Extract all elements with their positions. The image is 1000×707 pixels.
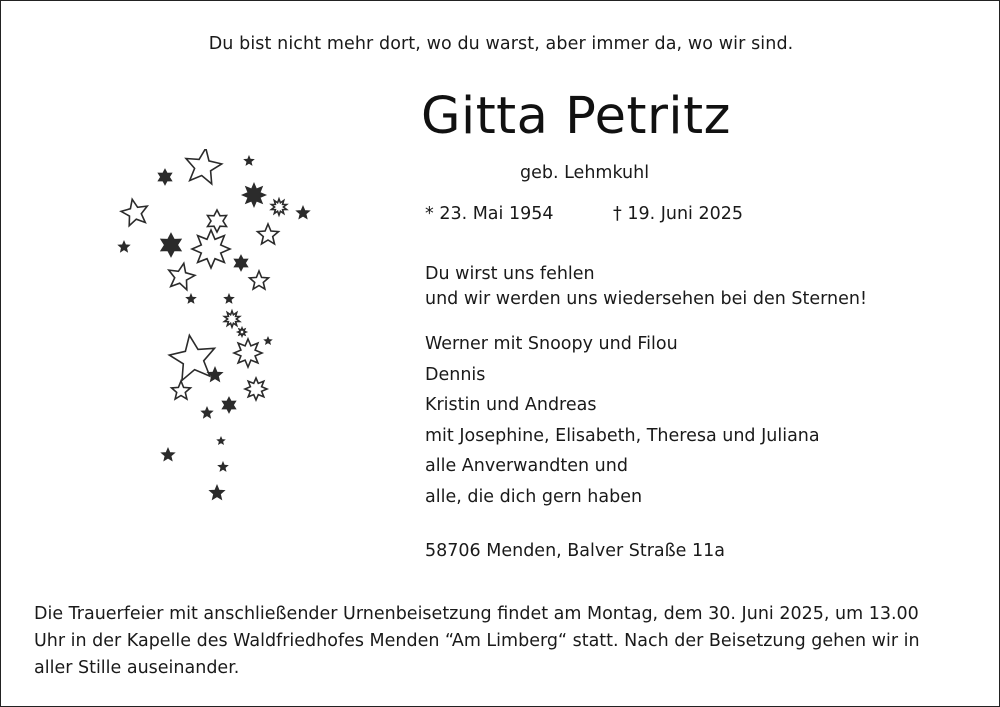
star-icon [234,255,248,271]
mourner-line: alle, die dich gern haben [425,486,643,507]
star-icon [234,339,262,367]
death-date: † 19. Juni 2025 [613,204,744,224]
farewell-line: und wir werden uns wiedersehen bei den Sternen! [425,289,867,309]
star-icon [186,149,222,184]
star-icon [158,169,172,185]
star-icon [271,199,286,215]
star-icon [207,367,222,382]
service-line: aller Stille auseinander. [34,658,240,678]
star-icon [186,294,196,303]
star-icon [209,485,224,500]
birth-date: * 23. Mai 1954 [425,204,554,224]
star-icon [250,271,269,289]
star-icon [121,199,147,225]
star-icon [192,230,230,268]
star-icon [245,378,267,400]
mourner-line: Werner mit Snoopy und Filou [425,334,678,354]
star-icon [264,337,272,344]
service-line: Uhr in der Kapelle des Waldfriedhofes Menden “Am Limberg“ statt. Nach der Beisetzung gehen wir in [34,631,920,651]
star-icon [238,328,246,336]
star-icon [224,294,234,303]
star-icon [169,263,195,289]
star-icon [161,448,174,461]
star-icon [161,233,182,257]
deceased-name: Gitta Petritz [421,87,731,146]
star-icon [222,397,236,413]
motto-text: Du bist nicht mehr dort, wo du warst, aber immer da, wo wir sind. [208,34,794,54]
star-icon [296,206,309,219]
star-icon [118,241,129,252]
star-icon [258,224,279,244]
star-icon [208,210,227,232]
star-icon [242,183,266,207]
star-icon [217,437,225,444]
service-announcement [34,601,974,682]
star-icon [224,311,239,327]
birth-name: geb. Lehmkuhl [520,163,650,183]
stars-cluster-icon [111,149,321,509]
farewell-line: Du wirst uns fehlen [425,264,595,284]
star-icon [218,462,228,471]
mourner-line: Kristin und Andreas [425,395,597,416]
mourners-list [425,329,820,513]
star-icon [169,335,214,380]
star-icon [172,381,191,399]
mourner-line: mit Josephine, Elisabeth, Theresa und Juliana [425,425,820,446]
star-icon [244,156,254,165]
star-icon [201,407,212,418]
mourner-line: alle Anverwandten und [425,456,628,477]
farewell-text [425,262,867,312]
address-text: 58706 Menden, Balver Straße 11a [425,541,725,561]
service-line: Die Trauerfeier mit anschließender Urnenbeisetzung findet am Montag, dem 30. Juni 2025, um 13.00 [34,604,919,624]
mourner-line: Dennis [425,364,486,385]
